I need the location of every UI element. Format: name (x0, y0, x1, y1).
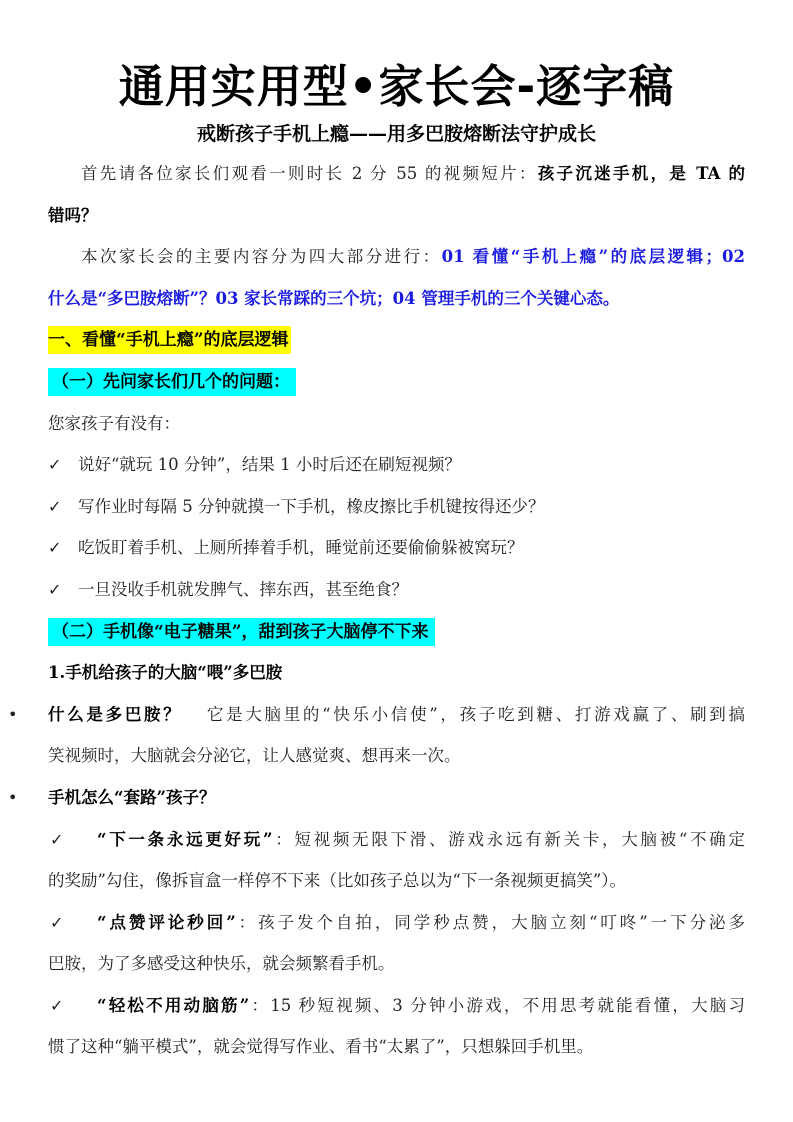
overview-agenda: 01 看懂“手机上瘾”的底层逻辑；02 (441, 247, 745, 267)
bullet-icon: • (8, 704, 18, 724)
trick-text: ：15 秒短视频、3 分钟小游戏，不用思考就能看懂，大脑习 (249, 995, 746, 1015)
bullet-title: 什么是多巴胺？ (48, 704, 183, 724)
check-text: 吃饭盯着手机、上厕所捧着手机，睡觉前还要偷偷躲被窝玩？ (78, 538, 524, 558)
trick-item (48, 985, 745, 1027)
trick-item (48, 819, 745, 861)
trick-title: “轻松不用动脑筋” (97, 995, 250, 1015)
trick-title: “点赞评论秒回” (97, 912, 236, 932)
bullet-icon: • (8, 787, 18, 807)
intro-line-1 (48, 153, 745, 195)
intro-question: 孩子沉迷手机，是 TA 的 (537, 164, 745, 183)
overview-agenda-cont: 什么是“多巴胺熔断”？03 家长常踩的三个坑；04 管理手机的三个关键心态。 (48, 288, 620, 308)
overview-text: 本次家长会的主要内容分为四大部分进行： (81, 247, 442, 267)
bullet-title: 手机怎么“套路”孩子？ (48, 787, 216, 807)
check-icon: ✓ (48, 579, 62, 599)
check-text: 说好“就玩 10 分钟”，结果 1 小时后还在刷短视频？ (78, 455, 461, 475)
document-title: 通用实用型•家长会-逐字稿 (118, 60, 675, 113)
trick-item (48, 902, 745, 944)
trick-text: ：短视频无限下滑、游戏永远有新关卡，大脑被“不确定 (272, 829, 746, 849)
check-icon: ✓ (50, 912, 64, 932)
document-body (8, 153, 746, 1068)
check-icon: ✓ (48, 455, 62, 475)
subsection-heading-1: （一）先问家长们几个的问题： (48, 368, 296, 396)
trick-text-cont: 的奖励”勾住，像拆盲盒一样停不下来（比如孩子总以为“下一条视频更搞笑”）。 (48, 871, 627, 891)
question-lead: 您家孩子有没有： (48, 413, 180, 433)
check-item (48, 486, 745, 528)
document-subtitle: 戒断孩子手机上瘾——用多巴胺熔断法守护成长 (196, 123, 596, 145)
check-item (48, 527, 745, 569)
intro-question-end: 错吗？ (48, 205, 98, 225)
trick-text-cont: 惯了这种“躺平模式”，就会觉得写作业、看书“太累了”，只想躲回手机里。 (48, 1037, 594, 1057)
check-item (48, 444, 745, 486)
check-icon: ✓ (48, 496, 62, 516)
overview-line-1 (48, 236, 745, 278)
bullet-text: 它是大脑里的“快乐小信使”，孩子吃到糖、打游戏赢了、刷到搞 (206, 704, 745, 724)
bullet-item (8, 694, 745, 736)
intro-text: 首先请各位家长们观看一则时长 2 分 55 的视频短片： (81, 164, 538, 183)
check-icon: ✓ (48, 538, 62, 558)
check-icon: ✓ (50, 995, 64, 1015)
check-text: 写作业时每隔 5 分钟就摸一下手机，橡皮擦比手机键按得还少？ (78, 496, 545, 516)
trick-text: ：孩子发个自拍，同学秒点赞，大脑立刻“叮咚”一下分泌多 (235, 912, 745, 932)
trick-title: “下一条永远更好玩” (97, 829, 273, 849)
point-heading: 1.手机给孩子的大脑“喂”多巴胺 (48, 663, 283, 683)
check-item (48, 569, 745, 611)
check-text: 一旦没收手机就发脾气、摔东西，甚至绝食？ (78, 579, 408, 599)
check-icon: ✓ (50, 829, 64, 849)
bullet-item (8, 777, 745, 819)
bullet-text-cont: 笑视频时，大脑就会分泌它，让人感觉爽、想再来一次。 (48, 746, 461, 766)
section-heading-1: 一、看懂“手机上瘾”的底层逻辑 (48, 326, 291, 354)
trick-text-cont: 巴胺，为了多感受这种快乐，就会频繁看手机。 (48, 954, 395, 974)
subsection-heading-2: （二）手机像“电子糖果”，甜到孩子大脑停不下来 (48, 618, 435, 646)
